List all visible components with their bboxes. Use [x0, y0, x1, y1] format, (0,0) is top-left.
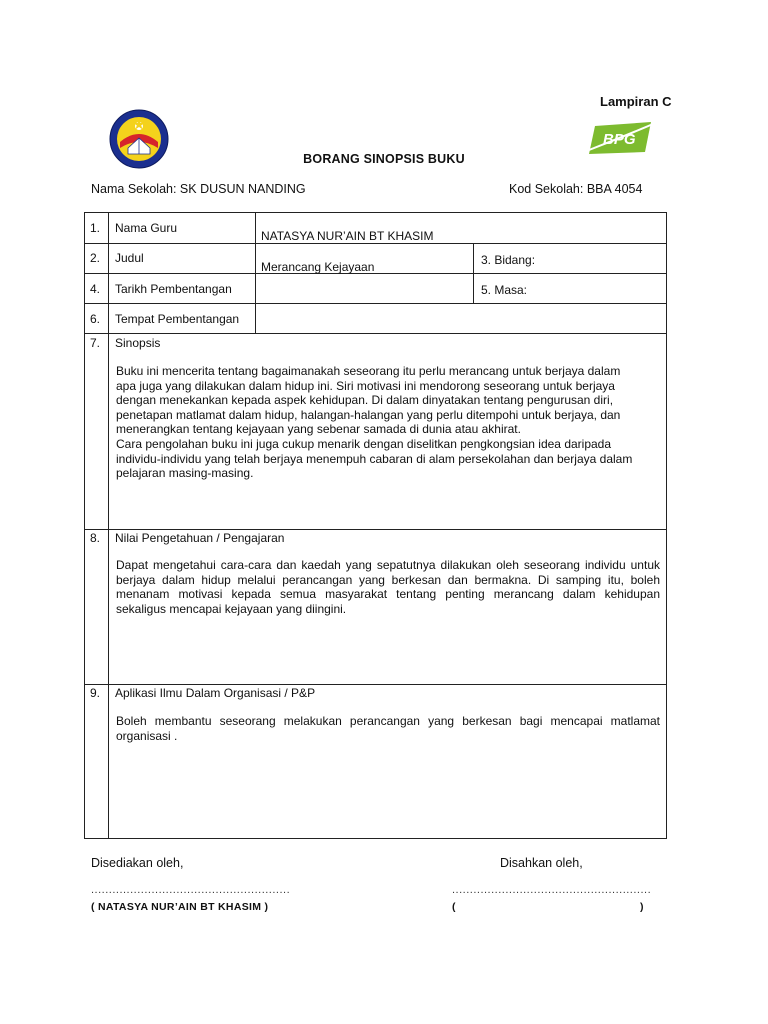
label-tarikh: Tarikh Pembentangan — [115, 282, 232, 296]
label-aplikasi: Aplikasi Ilmu Dalam Organisasi / P&P — [115, 686, 316, 700]
aplikasi-text: Boleh membantu seseorang melakukan perancangan yang berkesan bagi mencapai matlamat organisasi . — [116, 714, 660, 743]
sinopsis-text — [116, 364, 661, 481]
signature-line-right: ........................................................ — [452, 884, 652, 896]
bpg-logo-text: BPG — [603, 131, 636, 148]
row-divider — [85, 243, 666, 244]
preparer-name: ( NATASYA NUR’AIN BT KHASIM ) — [91, 901, 269, 913]
column-divider-extra — [473, 244, 474, 304]
label-sinopsis: Sinopsis — [115, 336, 161, 350]
form-title: BORANG SINOPSIS BUKU — [303, 152, 465, 166]
label-bidang: 3. Bidang: — [481, 253, 536, 267]
approved-by-label: Disahkan oleh, — [500, 856, 583, 870]
value-nama-guru: NATASYA NUR’AIN BT KHASIM — [261, 229, 434, 243]
synopsis-form-table — [84, 212, 667, 839]
label-judul: Judul — [115, 251, 144, 265]
sinopsis-line: individu-individu yang telah berjaya menempuh cabaran di alam persekolahan dan berjaya dalam — [116, 451, 633, 466]
label-tempat: Tempat Pembentangan — [115, 312, 240, 326]
approver-paren-open: ( — [452, 901, 456, 913]
column-divider-number — [108, 213, 109, 839]
row-divider — [85, 333, 666, 334]
approver-paren-close: ) — [640, 901, 644, 913]
lampiran-label: Lampiran C — [600, 94, 672, 109]
value-judul: Merancang Kejayaan — [261, 260, 375, 274]
label-nilai: Nilai Pengetahuan / Pengajaran — [115, 531, 285, 545]
row-number: 2. — [90, 251, 101, 265]
row-divider — [85, 303, 666, 304]
prepared-by-label: Disediakan oleh, — [91, 856, 184, 870]
nilai-text: Dapat mengetahui cara-cara dan kaedah yang sepatutnya dilakukan oleh seseorang individu untuk berjaya dalam hidup melalui perancangan yang berkesan dan bermakna. Di samping itu, boleh menanam motivasi kepada semua masyarakat tentang penting merancang dalam kehidupan sekaligus mencapai kejayaan yang diingini. — [116, 558, 660, 616]
row-number: 7. — [90, 336, 101, 350]
school-code: Kod Sekolah: BBA 4054 — [509, 182, 643, 196]
row-number: 6. — [90, 312, 101, 326]
sinopsis-line: Buku ini mencerita tentang bagaimanakah seseorang itu perlu merancang untuk berjaya dalam — [116, 364, 621, 378]
sinopsis-line: penetapan matlamat dalam hidup, halangan-halangan yang perlu ditempohi untuk berjaya, dan — [116, 407, 621, 422]
row-number: 1. — [90, 221, 101, 235]
bpg-logo — [585, 120, 655, 156]
sinopsis-line: Cara pengolahan buku ini juga cukup menarik dengan diselitkan pengkongsian idea daripada — [116, 436, 612, 451]
sinopsis-line: dengan menekankan kepada aspek kehidupan. Di dalam dinyatakan tentang pengurusan diri, — [116, 393, 614, 408]
row-number: 4. — [90, 282, 101, 296]
label-masa: 5. Masa: — [481, 283, 528, 297]
sinopsis-line: apa juga yang dilakukan dalam hidup ini. Siri motivasi ini mendorong seseorang untuk berjaya — [116, 378, 615, 393]
school-name: Nama Sekolah: SK DUSUN NANDING — [91, 182, 306, 196]
row-divider — [85, 529, 666, 530]
sinopsis-line: pelajaran masing-masing. — [116, 466, 254, 481]
sinopsis-line: menerangkan tentang kejayaan yang sebenar samada di dunia atau akhirat. — [116, 422, 521, 437]
row-number: 9. — [90, 686, 101, 700]
row-divider — [85, 273, 666, 274]
label-nama-guru: Nama Guru — [115, 221, 178, 235]
row-number: 8. — [90, 531, 101, 545]
row-divider — [85, 684, 666, 685]
signature-line-left: ........................................................ — [91, 884, 291, 896]
